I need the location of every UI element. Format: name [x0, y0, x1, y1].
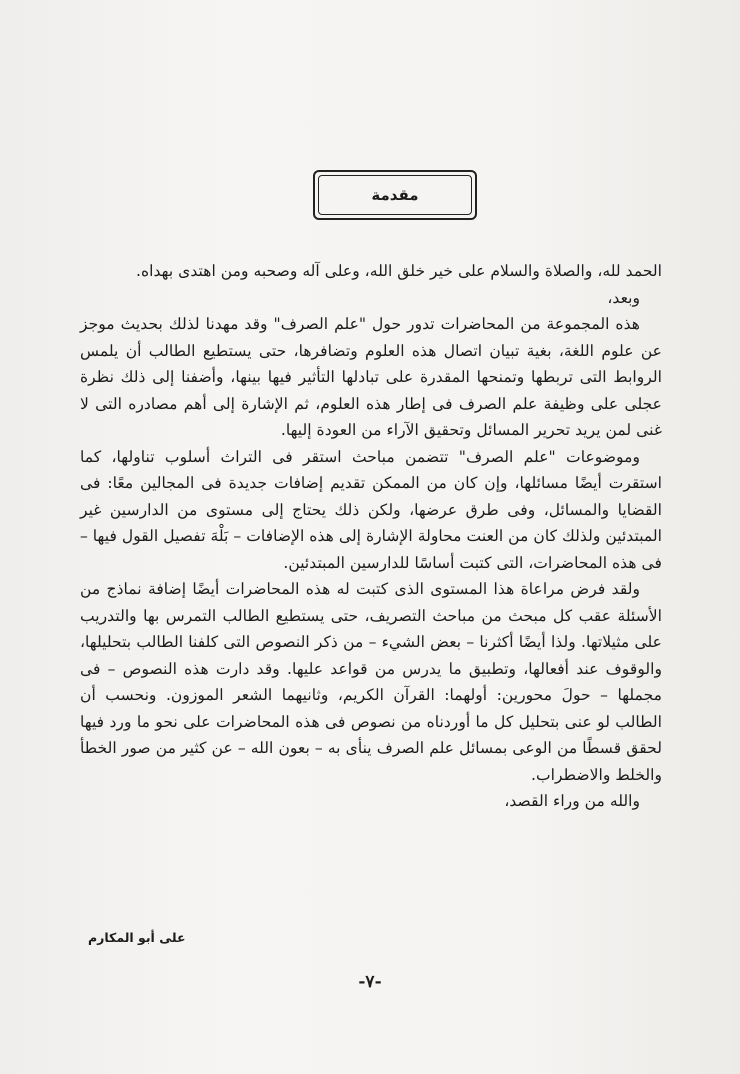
paragraph-opening: الحمد لله، والصلاة والسلام على خير خلق الله، وعلى آله وصحبه ومن اهتدى بهداه.	[136, 262, 662, 280]
page-number: -٧-	[358, 972, 382, 992]
title-frame-inner	[318, 175, 472, 215]
paragraph-wa-baad: وبعد،	[607, 288, 640, 307]
paragraph-exercises: ولقد فرض مراعاة هذا المستوى الذى كتبت له هذه المحاضرات أيضًا إضافة نماذج من الأسئلة عقب كل مبحث من مباحث التصريف، حتى يستطيع الطالب التمرس بها والتدريب على مثيلاتها. ولذا أيضًا أكثرنا – بعض الشيء – من ذكر النصوص التى كلفنا الطالب بتحليلها، والوقوف عند أفعالها، وتطبيق ما يدرس من قواعد عليها. وقد دارت هذه النصوص – فى مجملها – حولَ محورين: أولهما: القرآن الكريم، وثانيهما الشعر الموزون. ونحسب أن الطالب لو عنى بتحليل كل ما أوردناه من نصوص فى هذه المحاضرات على نحو ما ورد فيها لحقق قسطًا من الوعى بمسائل علم الصرف ينأى به – بعون الله – عن كثير من صور الخطأ والخلط والاضطراب.	[80, 580, 662, 784]
body-text	[80, 258, 662, 815]
paragraph-topics: وموضوعات "علم الصرف" تتضمن مباحث استقر فى التراث أسلوب تناولها، كما استقرت أيضًا مسائلها، وإن كان من الممكن تقديم إضافات جديدة فى المجالين معًا: فى القضايا والمسائل، وفى طرق عرضها، ولكن ذلك يحتاج إلى مستوى من الدارسين غير المبتدئين ولذلك كان من العنت محاولة الإشارة إلى هذه الإضافات – بَلْهَ تفصيل القول فيها – فى هذه المحاضرات، التى كتبت أساسًا للدارسين المبتدئين.	[80, 447, 662, 572]
page-title: مقدمة	[371, 186, 419, 204]
title-frame	[313, 170, 477, 220]
paragraph-intro: هذه المجموعة من المحاضرات تدور حول "علم الصرف" وقد مهدنا لذلك بحديث موجز عن علوم اللغة، بغية تبيان اتصال هذه العلوم وتضافرها، حتى يستطيع الطالب أن يلمس الروابط التى تربطها وتمنحها المقدرة على تبادلها التأثير فيها بينها، وأضفنا إلى ذلك نظرة عجلى على وظيفة علم الصرف فى إطار هذه العلوم، ثم الإشارة إلى أهم مصادره التى لا غنى لمن يريد تحرير المسائل وتحقيق الآراء من العودة إليها.	[80, 315, 662, 439]
paragraph-closing: والله من وراء القصد،	[504, 792, 640, 810]
author-signature: على أبو المكارم	[88, 930, 186, 945]
